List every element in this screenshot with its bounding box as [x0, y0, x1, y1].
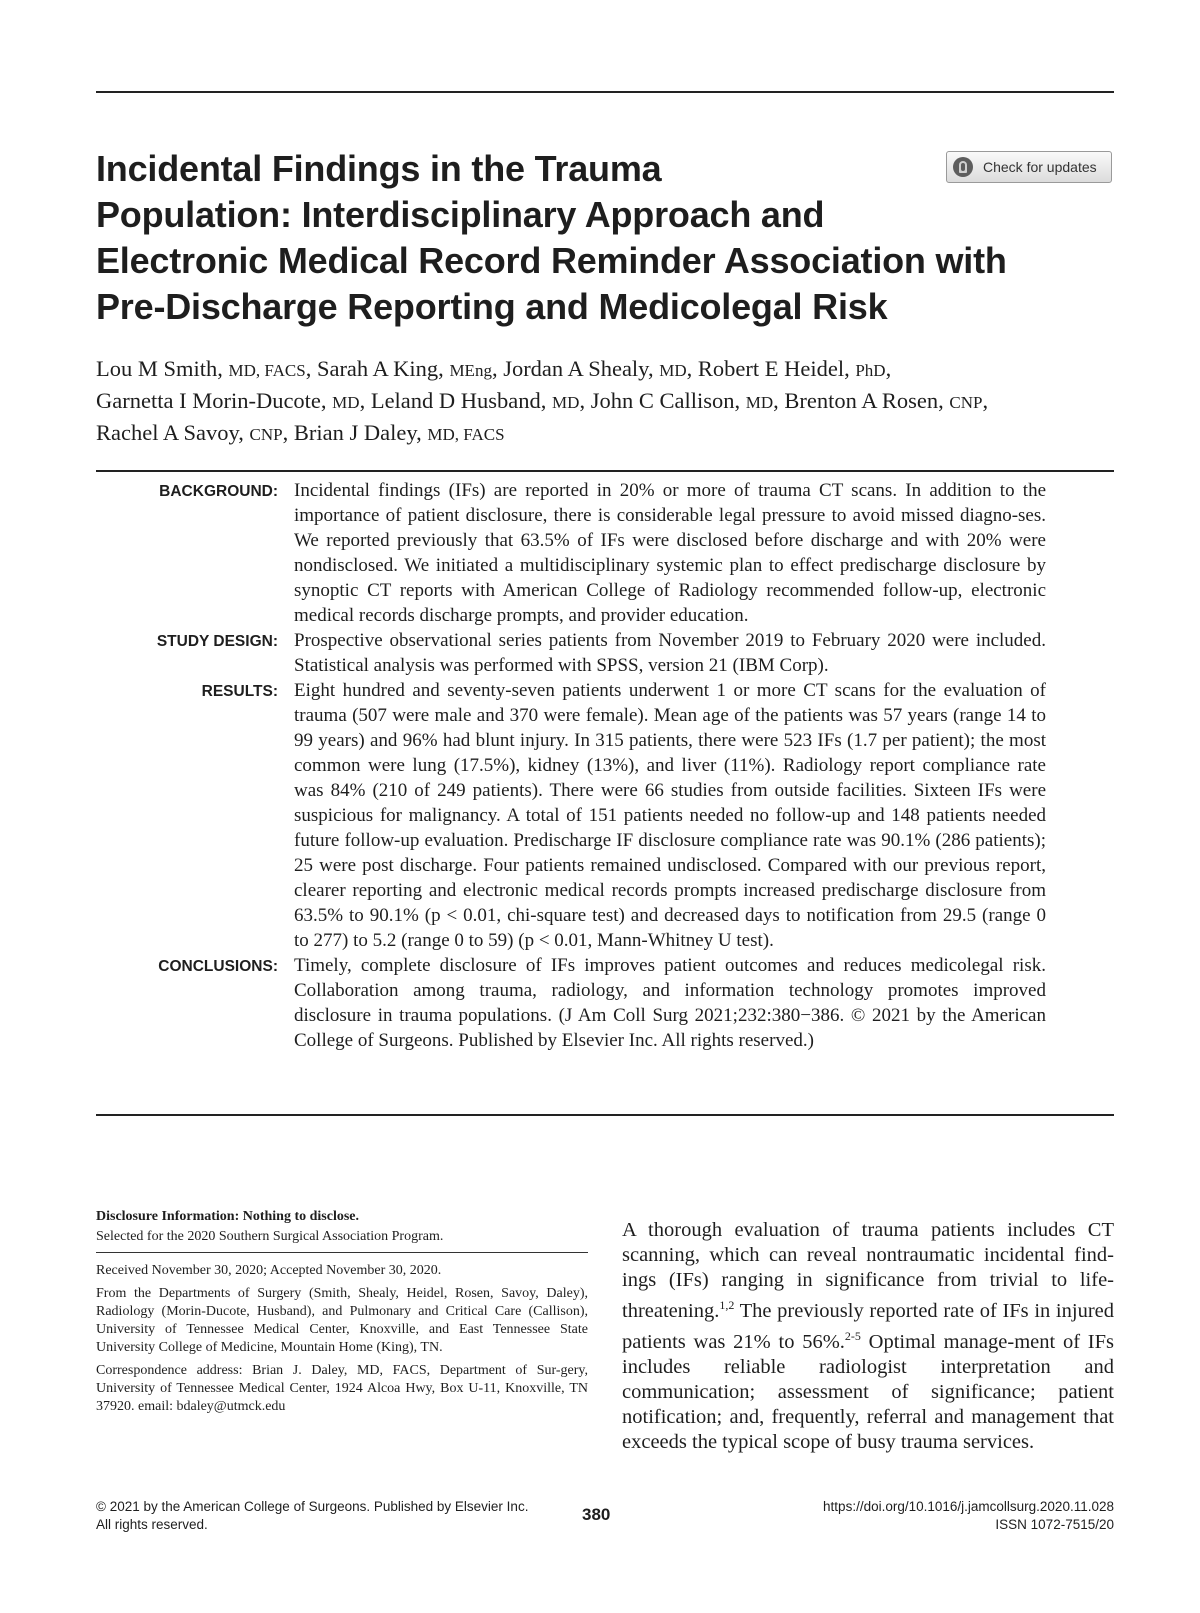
page-footer: [96, 1498, 1114, 1538]
crossmark-icon: [953, 157, 973, 177]
author-name: Garnetta I Morin-Ducote,: [96, 388, 333, 413]
title-line: Electronic Medical Record Reminder Association with: [96, 240, 1007, 281]
intro-text: The previously reported rate of IFs in injured patients was 21% to 56%.: [622, 1299, 1114, 1353]
copyright-line: All rights reserved.: [96, 1517, 208, 1532]
footer-identifiers: [823, 1498, 1114, 1534]
abstract-section-study-design: [96, 628, 1056, 678]
author-name: , Jordan A Shealy,: [491, 356, 660, 381]
selected-note: Selected for the 2020 Southern Surgical Association Program.: [96, 1228, 588, 1253]
author-name: , Sarah A King,: [305, 356, 450, 381]
intro-paragraph: [622, 1218, 1114, 1455]
intro-text: Optimal manage-ment of IFs includes reliable radiologist interpretation and communication; assessment of significance; patient notification; and, frequently, referral and management that exceeds the typical scope of busy trauma services.: [622, 1330, 1114, 1453]
check-for-updates-label: Check for updates: [983, 159, 1097, 175]
top-rule: [96, 91, 1114, 93]
author-list: [96, 354, 1116, 450]
abstract-top-rule: [96, 470, 1114, 472]
footnotes: [96, 1208, 588, 1421]
received-note: Received November 30, 2020; Accepted November 30, 2020.: [96, 1263, 442, 1278]
departments-note: From the Departments of Surgery (Smith, Shealy, Heidel, Rosen, Savoy, Daley), Radiology (Morin-Ducote, Husband), and Pulmonary and Critical Care (Callison), University of Tennessee Medical Center, Knoxville, and East Tennessee State University College of Medicine, Mountain Home (King), TN.: [96, 1286, 588, 1355]
title-line: Pre-Discharge Reporting and Medicolegal Risk: [96, 286, 888, 327]
author-name: , Leland D Husband,: [359, 388, 553, 413]
doi-link[interactable]: https://doi.org/10.1016/j.jamcollsurg.2020.11.028: [823, 1499, 1114, 1514]
abstract: [96, 478, 1056, 1053]
abstract-section-results: [96, 678, 1056, 953]
author-degree: MEng: [449, 361, 492, 380]
section-label: STUDY DESIGN:: [156, 633, 278, 650]
author-degree: MD: [552, 393, 580, 412]
page-number: 380: [582, 1505, 611, 1524]
citation-ref[interactable]: 1,2: [719, 1298, 735, 1312]
copyright-line: © 2021 by the American College of Surgeons. Published by Elsevier Inc.: [96, 1499, 529, 1514]
section-label: RESULTS:: [201, 683, 278, 700]
author-line: [96, 418, 1116, 450]
correspondence-note: Correspondence address: Brian J. Daley, MD, FACS, Department of Sur-gery, University of Tennessee Medical Center, 1924 Alcoa Hwy, Box U-11, Knoxville, TN 37920. email: bdaley@utmck.edu: [96, 1363, 588, 1414]
abstract-section-background: [96, 478, 1056, 628]
author-degree: MD, FACS: [427, 425, 505, 444]
author-degree: CNP: [949, 393, 983, 412]
author-degree: MD: [745, 393, 774, 412]
intro-text: A thorough evaluation of trauma patients includes CT scanning, which can reveal nontraumatic incidental find-ings (IFs) ranging in significance from trivial to life-threatening.: [622, 1219, 1114, 1322]
author-name: Rachel A Savoy,: [96, 420, 250, 445]
section-label: CONCLUSIONS:: [158, 958, 278, 975]
title-line: Population: Interdisciplinary Approach and: [96, 194, 825, 235]
section-label: BACKGROUND:: [159, 483, 278, 500]
author-separator: ,: [885, 356, 892, 381]
section-text: Incidental findings (IFs) are reported in 20% or more of trauma CT scans. In addition to the importance of patient disclosure, there is considerable legal pressure to avoid missed diagno-ses. We reported previously that 63.5% of IFs were disclosed before discharge and with 20% were nondisclosed. We initiated a multidisciplinary systemic plan to effect predischarge disclosure by synoptic CT reports with American College of Radiology recommended follow-up, electronic medical records discharge prompts, and provider education.: [294, 480, 1046, 626]
author-line: [96, 354, 1116, 386]
section-text: Prospective observational series patients from November 2019 to February 2020 were included. Statistical analysis was performed with SPSS, version 21 (IBM Corp).: [294, 630, 1046, 676]
author-name: Lou M Smith,: [96, 356, 229, 381]
author-degree: MD: [659, 361, 687, 380]
author-degree: CNP: [249, 425, 283, 444]
author-name: , Robert E Heidel,: [686, 356, 856, 381]
author-name: , Brian J Daley,: [282, 420, 428, 445]
section-text: Timely, complete disclosure of IFs improves patient outcomes and reduces medicolegal risk. Collaboration among trauma, radiology, and information technology promotes improved disclosure in trauma populations. (J Am Coll Surg 2021;232:380−386. © 2021 by the American College of Surgeons. Published by Elsevier Inc. All rights reserved.): [294, 955, 1046, 1051]
author-name: , John C Callison,: [579, 388, 746, 413]
citation-ref[interactable]: 2-5: [844, 1328, 861, 1343]
section-text: Eight hundred and seventy-seven patients underwent 1 or more CT scans for the evaluation of trauma (507 were male and 370 were female). Mean age of the patients was 57 years (range 14 to 99 years) and 96% had blunt injury. In 315 patients, there were 523 IFs (1.7 per patient); the most common were lung (17.5%), kidney (13%), and liver (11%). Radiology report compliance rate was 84% (210 of 249 patients). There were 66 studies from outside facilities. Sixteen IFs were suspicious for malignancy. A total of 151 patients needed no follow-up and 148 patients needed future follow-up evaluation. Predischarge IF disclosure compliance rate was 90.1% (286 patients); 25 were post discharge. Four patients remained undisclosed. Compared with our previous report, clearer reporting and electronic medical records prompts increased predischarge disclosure from 63.5% to 90.1% (p < 0.01, chi-square test) and decreased days to notification from 29.5 (range 0 to 277) to 5.2 (range 0 to 59) (p < 0.01, Mann-Whitney U test).: [294, 680, 1046, 951]
abstract-bottom-rule: [96, 1114, 1114, 1116]
abstract-section-conclusions: [96, 953, 1056, 1053]
title-line: Incidental Findings in the Trauma: [96, 148, 662, 189]
issn: ISSN 1072-7515/20: [995, 1517, 1114, 1532]
author-separator: ,: [982, 388, 989, 413]
author-degree: MD, FACS: [228, 361, 306, 380]
author-degree: PhD: [855, 361, 886, 380]
disclosure-note: Disclosure Information: Nothing to disclose.: [96, 1209, 360, 1224]
check-for-updates-button[interactable]: [946, 151, 1112, 183]
author-degree: MD: [332, 393, 360, 412]
author-name: , Brenton A Rosen,: [773, 388, 950, 413]
footer-copyright: [96, 1498, 528, 1534]
author-line: [96, 386, 1116, 418]
